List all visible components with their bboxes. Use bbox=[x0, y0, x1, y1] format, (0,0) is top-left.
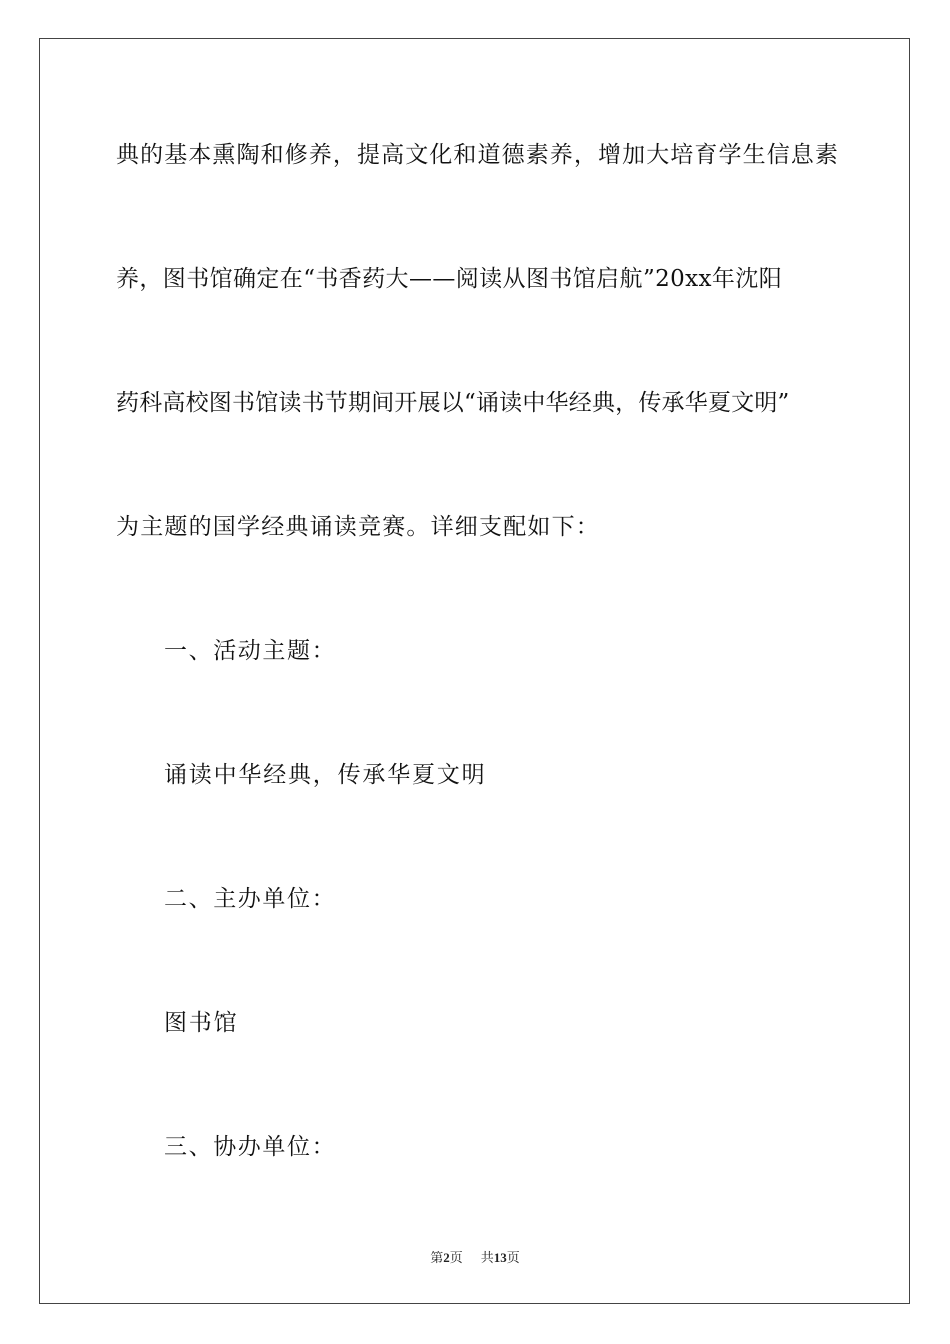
section-heading-co-organizer: 三、协办单位： bbox=[164, 1134, 337, 1160]
body-line-3: 药科高校图书馆读书节期间开展以“诵读中华经典，传承华夏文明” bbox=[116, 390, 790, 416]
section-heading-theme: 一、活动主题： bbox=[164, 638, 337, 664]
page-footer bbox=[0, 1250, 950, 1266]
footer-page-prefix: 第 bbox=[430, 1250, 444, 1265]
body-line-4: 为主题的国学经典诵读竞赛。详细支配如下： bbox=[116, 514, 600, 540]
page-border bbox=[39, 38, 910, 1304]
footer-page-number: 2 bbox=[443, 1250, 450, 1265]
footer-total-suffix: 页 bbox=[506, 1250, 520, 1265]
footer-total-prefix: 共 bbox=[480, 1250, 494, 1265]
section-text-theme: 诵读中华经典，传承华夏文明 bbox=[164, 762, 487, 788]
body-line-2: 养，图书馆确定在“书香药大——阅读从图书馆启航”20xx年沈阳 bbox=[116, 266, 783, 292]
section-heading-organizer: 二、主办单位： bbox=[164, 886, 337, 912]
footer-page-suffix: 页 bbox=[449, 1250, 463, 1265]
section-text-organizer: 图书馆 bbox=[164, 1010, 239, 1036]
footer-total-pages: 13 bbox=[493, 1250, 507, 1265]
body-line-1: 典的基本熏陶和修养，提高文化和道德素养，增加大培育学生信息素 bbox=[116, 142, 839, 168]
